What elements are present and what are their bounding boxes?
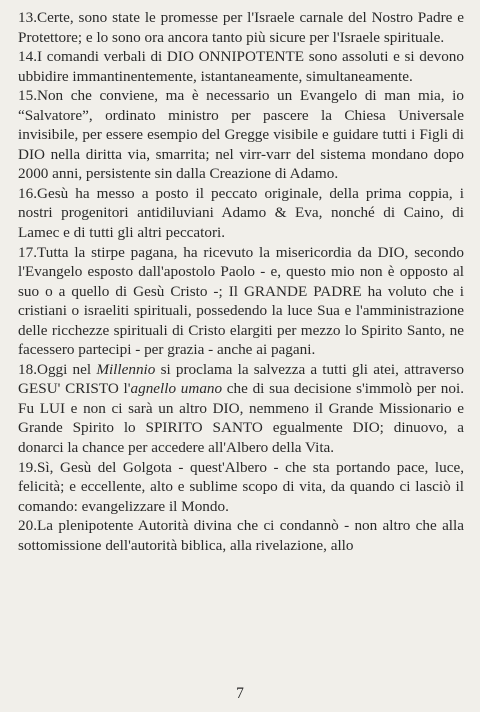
paragraph-text: 19.Sì, Gesù del Golgota - quest'Albero - che sta portando pace, luce, felicità; e eccellente, alto e sublime scopo di vita, da quando ci lasciò il comando: evangelizzare il Mondo.	[18, 458, 464, 515]
paragraph-p15	[18, 86, 464, 184]
page-number: 7	[236, 685, 244, 702]
paragraph-text: 17.Tutta la stirpe pagana, ha ricevuto la misericordia da DIO, secondo l'Evangelo esposto dall'apostolo Paolo - e, questo mio non è opposto al suo o a quello di Gesù Cristo -; Il GRANDE PADRE ha voluto che i cristiani o israeliti spirituali, possedendo la luce Sua e l'amministrazione delle ricchezze spirituali di Cristo elargiti per mezzo lo Spirito Santo, ne facessero partecipi - per grazia - anche ai pagani.	[18, 243, 464, 359]
paragraph-p14	[18, 47, 464, 86]
paragraph-text: 14.I comandi verbali di DIO ONNIPOTENTE sono assoluti e si devono ubbidire immantinentemente, istantaneamente, simultaneamente.	[18, 48, 464, 85]
paragraph-text: 18.Oggi nel	[18, 360, 97, 378]
paragraph-text: 16.Gesù ha messo a posto il peccato originale, della prima coppia, i nostri progenitori antidiluviani Adamo & Eva, nonché di Caino, di Lamec e di tutti gli altri peccatori.	[18, 184, 464, 242]
paragraph-text: 15.Non che conviene, ma è necessario un Evangelo di man mia, io “Salvatore”, ordinato ministro per pascere la Chiesa Universale invisibile, per essere esempio del Gregge visibile e guidare tutti i Figli di DIO nella diritta via, smarrita; nel virr-varr del sistema mondano dopo 2000 anni, persistente sin dalla Creazione di Adamo.	[18, 87, 464, 183]
paragraph-text: che di sua decisione s'immolò per noi. Fu LUI e non ci sarà un altro DIO, nemmeno il Grande Missionario e Grande Spirito lo SPIRITO SANTO egualmente DIO; dinuovo, a donarci la chance per accedere all'Albero della Vita.	[18, 380, 465, 457]
italic-text: agnello umano	[130, 380, 223, 398]
paragraph-p20	[18, 516, 464, 555]
body-text	[18, 8, 464, 555]
paragraph-text: 20.La plenipotente Autorità divina che ci condannò - non altro che alla sottomissione dell'autorità biblica, alla rivelazione, allo	[18, 517, 464, 554]
italic-text: Millennio	[96, 360, 156, 378]
paragraph-text: si proclama la salvezza a tutti gli atei, attraverso GESU' CRISTO l'	[18, 360, 464, 398]
paragraph-p16	[18, 184, 464, 243]
paragraph-text: 13.Certe, sono state le promesse per l'Israele carnale del Nostro Padre e Protettore; e lo sono ora ancora tanto più sicure per l'Israele spirituale.	[18, 9, 464, 46]
paragraph-p17	[18, 243, 464, 360]
paragraph-p19	[18, 458, 464, 517]
paragraph-p18	[18, 360, 464, 458]
paragraph-p13	[18, 8, 464, 47]
